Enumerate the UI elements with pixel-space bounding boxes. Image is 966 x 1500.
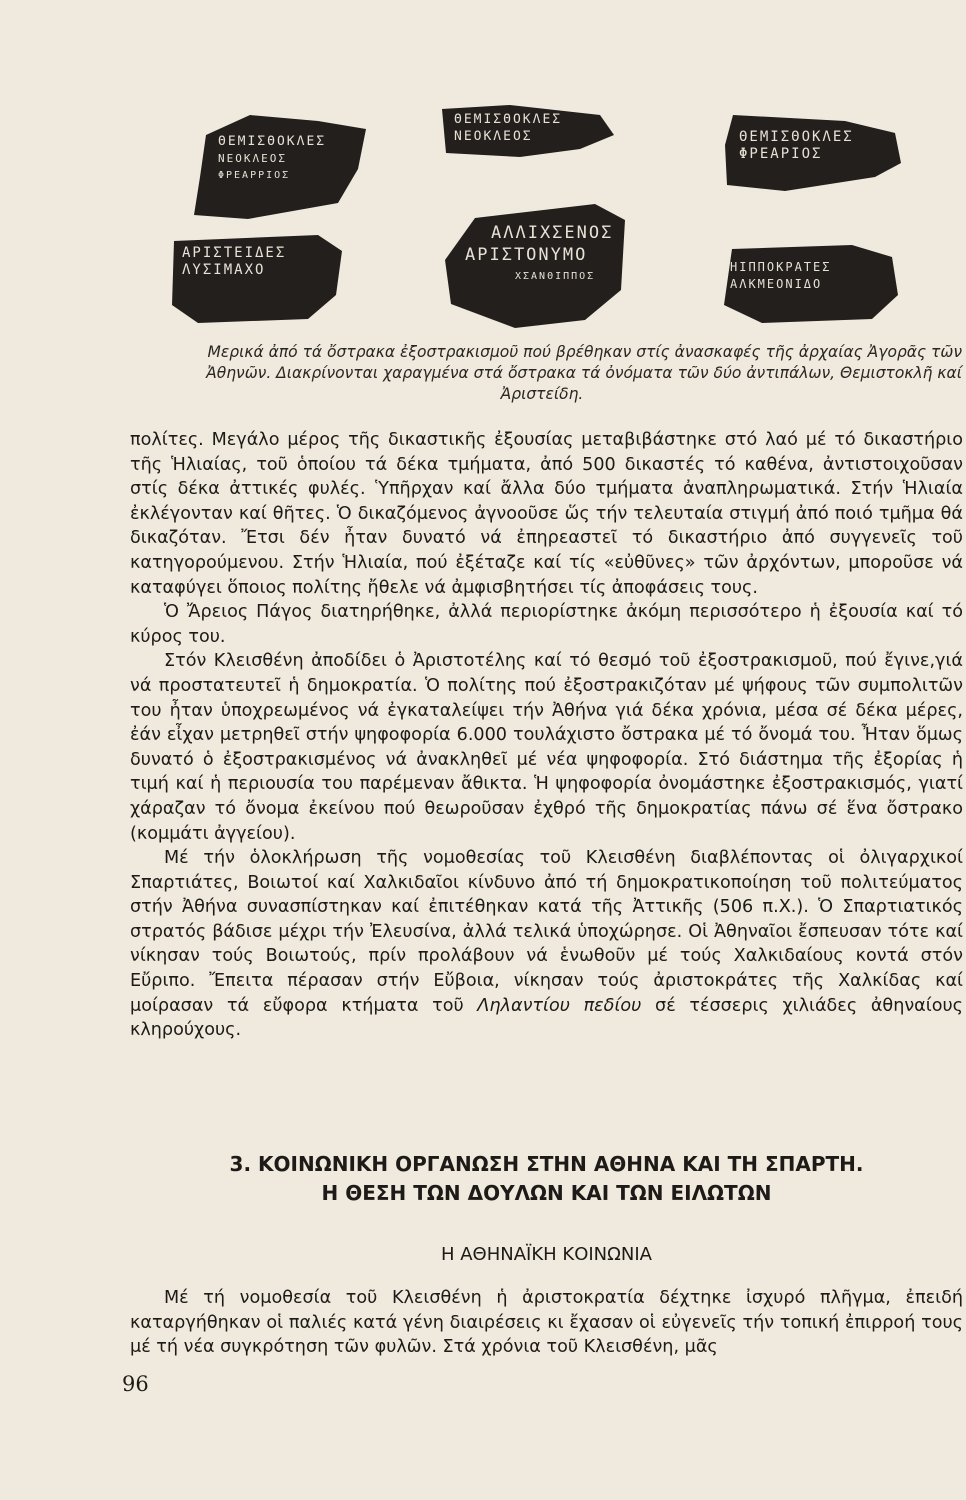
ostracon-4-line-1: ΑΡΙΣΤΕΙΔΕΣ <box>182 245 287 261</box>
section-heading-line-2: Η ΘΕΣΗ ΤΩΝ ΔΟΥΛΩΝ ΚΑΙ ΤΩΝ ΕΙΛΩΤΩΝ <box>321 1181 772 1205</box>
subsection-heading: Η ΑΘΗΝΑΪΚΗ ΚΟΙΝΩΝΙΑ <box>440 1244 652 1265</box>
paragraph-4-italic: Ληλαντίου πεδίου <box>477 995 642 1016</box>
page-number: 96 <box>122 1372 149 1396</box>
main-text <box>130 428 963 1043</box>
ostracon-1-line-1: ΘΕΜΙΣΘΟΚΛΕΣ <box>218 134 327 149</box>
paragraph-4 <box>130 846 963 1043</box>
ostracon-sherd-3 <box>725 115 905 195</box>
ostracon-6-line-1: ΗΙΠΠΟΚΡΑΤΕΣ <box>730 260 832 274</box>
ostracon-5-line-2: ΑΡΙΣΤΟΝΥΜΟ <box>465 245 588 265</box>
paragraph-3: Στόν Κλεισθένη ἀποδίδει ὁ Ἀριστοτέλης καί τό θεσμό τοῦ ἐξοστρακισμοῦ, πού ἔγινε,γιά νά προστατευτεῖ ἡ δημοκρατία. Ὁ πολίτης πού ἐξοστρακιζόταν μέ ψήφους τῶν συμπολιτῶν του ἦταν ὑποχρεωμένος νά ἐγκαταλείψει τήν Ἀθήνα γιά δέκα χρόνια, μέσα σέ δέκα μέρες, ἐάν εἶχαν μετρηθεῖ στήν ψηφοφορία 6.000 τουλάχιστο ὄστρακα μέ τό ὄνομά του. Ἦταν ὅμως δυνατό ὁ ἐξοστρακισμένος νά ἀνακληθεῖ μέ νέα ψηφοφορία. Στό διάστημα τῆς ἐξορίας ἡ τιμή καί ἡ περιουσία του παρέμεναν ἄθικτα. Ἡ ψηφοφορία ὀνομάστηκε ἐξοστρακισμός, γιατί χάραζαν τό ὄνομα ἐκείνου πού θεωροῦσαν ἐχθρό τῆς δημοκρατίας πάνω σέ ἕνα ὄστρακο (κομμάτι ἀγγείου). <box>130 651 963 844</box>
caption-line-2: Ἀθηνῶν. Διακρίνονται χαραγμένα στά ὄστρακα τά ὀνόματα τῶν δύο ἀντιπάλων, Θεμιστοκλῆ καί <box>206 364 962 382</box>
ostraca-figure <box>150 85 940 335</box>
ostracon-3-line-2: ΦΡΕΑΡΙΟΣ <box>739 146 823 162</box>
ostracon-sherd-4 <box>168 235 348 325</box>
section-heading-line-1: 3. ΚΟΙΝΩΝΙΚΗ ΟΡΓΑΝΩΣΗ ΣΤΗΝ ΑΘΗΝΑ ΚΑΙ ΤΗ ΣΠΑΡΤΗ. <box>229 1152 864 1176</box>
caption-line-1: Μερικά ἀπό τά ὄστρακα ἐξοστρακισμοῦ πού βρέθηκαν στίς ἀνασκαφές τῆς ἀρχαίας Ἀγορᾶς τῶν <box>207 343 962 361</box>
ostracon-4-line-2: ΛΥΣΙΜΑΧΟ <box>182 262 266 278</box>
ostracon-3-line-1: ΘΕΜΙΣΘΟΚΛΕΣ <box>739 129 854 145</box>
ostracon-5-line-1: ΑΛΛΙΧΣΕΝΟΣ <box>491 223 614 243</box>
paragraph-2: Ὁ Ἄρειος Πάγος διατηρήθηκε, ἀλλά περιορίστηκε ἀκόμη περισσότερο ἡ ἐξουσία καί τό κύρος του. <box>130 602 963 647</box>
section-heading <box>130 1150 963 1208</box>
paragraph-5: Μέ τή νομοθεσία τοῦ Κλεισθένη ἡ ἀριστοκρατία δέχτηκε ἰσχυρό πλῆγμα, ἐπειδή καταργήθηκαν οἱ παλιές κατά γένη διαιρέσεις κι ἔχασαν οἱ εὐγενεῖς τήν τοπική ἐπιρροή τους μέ τή νέα συγκρότηση τῶν φυλῶν. Στά χρόνια τοῦ Κλεισθένη, μᾶς <box>130 1288 963 1358</box>
ostracon-sherd-1 <box>188 107 368 227</box>
ostracon-sherd-6 <box>722 245 902 325</box>
ostracon-2-line-2: ΝΕΟΚΛΕΟΣ <box>454 129 533 144</box>
ostracon-5-line-3: ΧΣΑΝΘΙΠΠΟΣ <box>515 271 596 282</box>
ostracon-2-line-1: ΘΕΜΙΣΘΟΚΛΕΣ <box>454 112 563 127</box>
ostracon-1-line-2: ΝΕΟΚΛΕΟΣ <box>218 152 287 165</box>
paragraph-1: πολίτες. Μεγάλο μέρος τῆς δικαστικῆς ἐξουσίας μεταβιβάστηκε στό λαό μέ τό δικαστήριο τῆς Ἡλιαίας, τοῦ ὁποίου τά δέκα τμήματα, ἀπό 500 δικαστές τό καθένα, ἀντιστοιχοῦσαν στίς δέκα ἀττικές φυλές. Ὑπῆρχαν καί ἄλλα δύο τμήματα ἀναπληρωματικά. Στήν Ἡλιαία ἐκλέγονταν καί θῆτες. Ὁ δικαζόμενος ἀγνοοῦσε ὥς τήν τελευταία στιγμή ἀπό ποιό τμῆμα θά δικαζόταν. Ἔτσι δέν ἦταν δυνατό νά ἐπηρεαστεῖ τό δικαστήριο ἀπό συγγενεῖς τοῦ κατηγορούμενου. Στήν Ἡλιαία, πού ἐξέταζε καί τίς «εὐθῦνες» τῶν ἀρχόντων, μποροῦσε νά καταφύγει ὅποιος πολίτης ἤθελε νά ἀμφισβητήσει τίς ἀποφάσεις τους. <box>130 430 963 598</box>
paragraph-4-text: Μέ τήν ὁλοκλήρωση τῆς νομοθεσίας τοῦ Κλεισθένη διαβλέποντας οἱ ὀλιγαρχικοί Σπαρτιάτες, Βοιωτοί καί Χαλκιδαῖοι κίνδυνο ἀπό τή δημοκρατικοποίηση τοῦ πολιτεύματος στήν Ἀθήνα συνασπίστηκαν καί ἐπιτέθηκαν κατά τῆς Ἀττικῆς (506 π.Χ.). Ὁ Σπαρτιατικός στρατός βάδισε μέχρι τήν Ἐλευσίνα, ἀλλά τελικά ὑποχώρησε. Οἱ Ἀθηναῖοι ἔσπευσαν τότε καί νίκησαν τούς Βοιωτούς, πρίν προλάβουν νά ἑνωθοῦν μέ τούς Χαλκιδαίους κοντά στόν Εὔριπο. Ἔπειτα πέρασαν στήν Εὔβοια, νίκησαν τούς ἀριστοκράτες τῆς Χαλκίδας καί μοίρασαν τά εὔφορα κτήματα τοῦ <box>130 848 963 1016</box>
paragraph-4-end: σέ τέσσερις χιλιάδες ἀθηναίους κληρούχους. <box>130 995 963 1041</box>
figure-caption <box>122 342 962 405</box>
subsection-text <box>130 1286 963 1360</box>
ostracon-6-line-2: ΑΛΚΜΕΟΝΙΔΟ <box>730 277 823 291</box>
caption-line-3: Ἀριστείδη. <box>500 385 584 403</box>
ostracon-sherd-2 <box>440 105 615 165</box>
ostracon-1-line-3: ΦΡΕΑΡΡΙΟΣ <box>218 170 291 181</box>
ostracon-sherd-5 <box>445 200 630 330</box>
